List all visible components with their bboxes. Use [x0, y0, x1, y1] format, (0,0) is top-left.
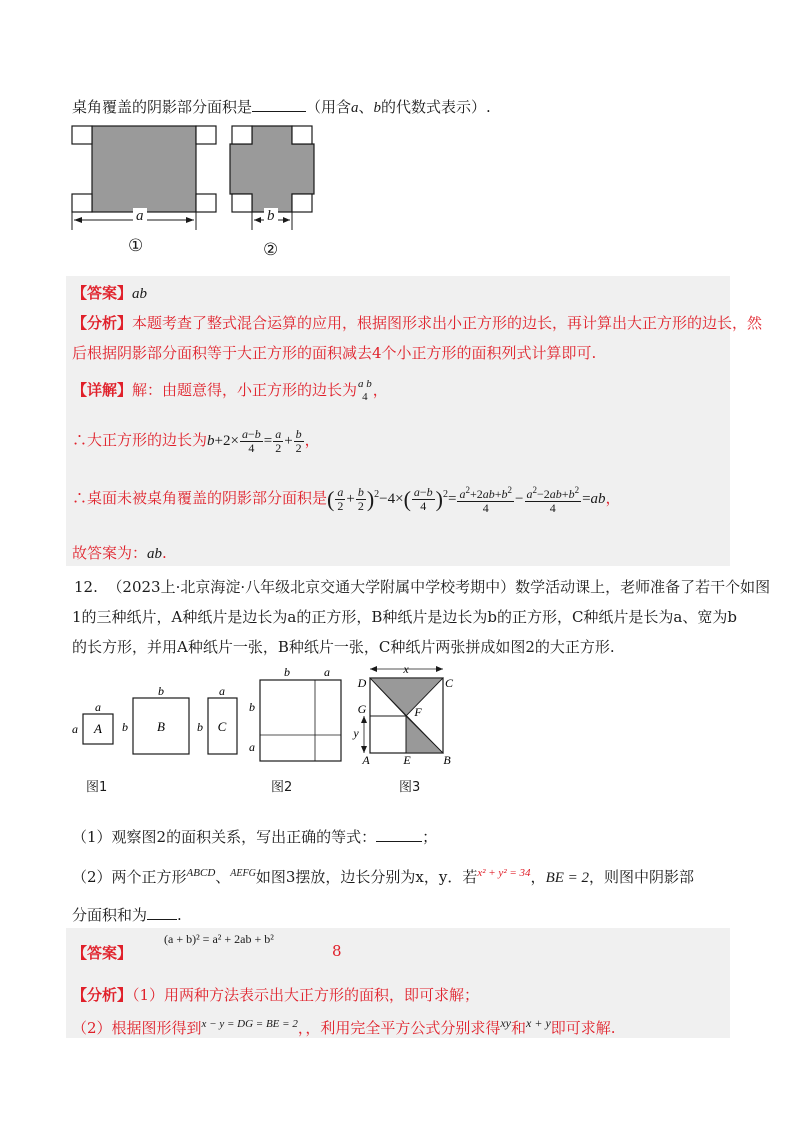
q11-final-row: 故答案为：ab. — [72, 544, 167, 562]
q12-figures — [66, 664, 486, 774]
q11-answer-row — [72, 282, 147, 305]
analysis-tag: 【分析】 — [72, 986, 133, 1004]
svg-text:b: b — [122, 720, 128, 734]
q11-analysis-row1: 【分析】本题考查了整式混合运算的应用，根据图形求出小正方形的边长，再计算出大正方形的边长，然 — [72, 314, 763, 332]
svg-text:a: a — [324, 665, 330, 679]
svg-text:a: a — [219, 684, 225, 698]
answer-tag: 【答案】 — [72, 284, 133, 302]
q12-line1: 12. （2023上·北京海淀·八年级北京交通大学附属中学校考期中）数学活动课上，老师准备了若干个如图 — [74, 578, 771, 596]
q11-analysis-row2: 后根据阴影部分面积等于大正方形的面积减去4个小正方形的面积列式计算即可. — [72, 344, 597, 362]
q11-detail-row1: 【详解】解：由题意得，小正方形的边长为 a b 4 ， — [72, 378, 388, 403]
q12-answer-row — [72, 942, 132, 964]
q11-detail-row2: ∴大正方形的边长为b+2× $\frac{a-b}{4}$ = $\frac{a}{2}$ + $\frac{b}{2}$ ， — [72, 427, 320, 455]
svg-text:x: x — [403, 664, 409, 676]
q11-prompt-text: 桌角覆盖的阴影部分面积是 — [72, 98, 253, 116]
answer-value: ab — [132, 286, 148, 302]
svg-text:b: b — [249, 700, 255, 714]
q12-figure1 — [72, 684, 237, 754]
svg-text:b: b — [284, 665, 290, 679]
q12-answer-val2: 8 — [332, 942, 342, 960]
q12-subq1: （1）观察图2的面积关系，写出正确的等式： ； — [72, 828, 438, 846]
svg-text:B: B — [443, 753, 451, 767]
svg-text:A: A — [362, 753, 370, 767]
q11-fig1-caption: ① — [128, 236, 144, 256]
q12-analysis-row1: 【分析】（1）用两种方法表示出大正方形的面积，即可求解； — [72, 986, 480, 1004]
svg-text:C: C — [217, 719, 227, 734]
svg-text:G: G — [357, 702, 367, 716]
q12-figure2 — [249, 665, 341, 761]
question-number: 12. — [74, 578, 98, 596]
q12-fig2-caption: 图2 — [271, 780, 293, 795]
svg-text:a: a — [95, 700, 101, 714]
q12-line3: 的长方形，并用A种纸片一张，B种纸片一张，C种纸片两张拼成如图2的大正方形. — [72, 638, 615, 656]
q12-subq2-line2: 分面积和为 . — [72, 906, 182, 924]
svg-text:y: y — [353, 726, 359, 740]
q11-prompt: 桌角覆盖的阴影部分面积是 （用含a、b的代数式表示）. — [72, 98, 491, 116]
big-square-side-expr: b+2× $\frac{a-b}{4}$ = $\frac{a}{2}$ + $\frac{b}{2}$ — [207, 427, 302, 455]
svg-text:D: D — [357, 676, 367, 690]
q12-subq2: （2）两个正方形$^{ABCD}$、$^{AEFG}$如图3摆放，边长分别为x，y．若$^{x^2 + y^2 = 34}$，BE = 2，则图中阴影部 — [72, 867, 695, 886]
q12-line2: 1的三种纸片，A种纸片是边长为a的正方形，B种纸片是边长为b的正方形，C种纸片是长为a、宽为b — [72, 608, 737, 626]
answer-tag: 【答案】 — [72, 944, 133, 962]
svg-text:b: b — [158, 684, 164, 698]
detail-tag: 【详解】 — [72, 381, 133, 399]
svg-text:C: C — [444, 676, 454, 690]
small-square-side-fraction: a b 4 — [358, 378, 372, 403]
q11-fig1-label: a — [133, 208, 147, 225]
q12-condition: x² + y² = 34 — [477, 867, 531, 879]
question-source: （2023上·北京海淀·八年级北京交通大学附属中学校考期中） — [107, 578, 516, 596]
q12-q1-blank — [376, 828, 422, 842]
q11-fig2-label: b — [264, 208, 278, 225]
q12-fig1-caption: 图1 — [86, 780, 108, 795]
shaded-area-expr: ( $\frac{a}{2}$ + $\frac{b}{2}$ )$^2$−4×( $\frac{a-b}{4}$ )$^2$= $\frac{a^2+2ab+b^2}{4}$ − $\frac{a^2-2ab+b^2}{4}$ =ab — [327, 485, 606, 516]
analysis-tag: 【分析】 — [72, 314, 133, 332]
svg-text:E: E — [403, 753, 411, 767]
svg-text:a: a — [72, 722, 78, 736]
svg-text:F: F — [414, 705, 422, 719]
q11-answer-blank — [252, 98, 306, 112]
q12-analysis-row2: （2）根据图形得到$^{x - y = DG = BE = 2}$，，利用完全平方公式分别求得$^{xy}$和$^{x + y}$即可求解. — [72, 1016, 616, 1037]
q12-figure3 — [352, 664, 454, 767]
q11-fig2-caption: ② — [263, 240, 279, 260]
svg-text:A: A — [94, 721, 102, 736]
q12-fig3-caption: 图3 — [399, 780, 421, 795]
q12-q2-blank — [147, 906, 177, 920]
q11-figures — [66, 118, 316, 268]
svg-text:b: b — [197, 720, 203, 734]
svg-text:a: a — [249, 740, 255, 754]
q12-answer-eq: (a + b)² = a² + 2ab + b² — [164, 932, 274, 946]
svg-text:B: B — [157, 719, 165, 734]
q11-detail-row3: ∴桌面未被桌角覆盖的阴影部分面积是( $\frac{a}{2}$ + $\frac{b}{2}$ )$^2$−4×( $\frac{a-b}{4}$ )$^2$= $\frac{a^2+2ab+b^2}{4}$ − $\frac{a^2-2ab+b^2}{4}$ =ab， — [72, 485, 621, 516]
